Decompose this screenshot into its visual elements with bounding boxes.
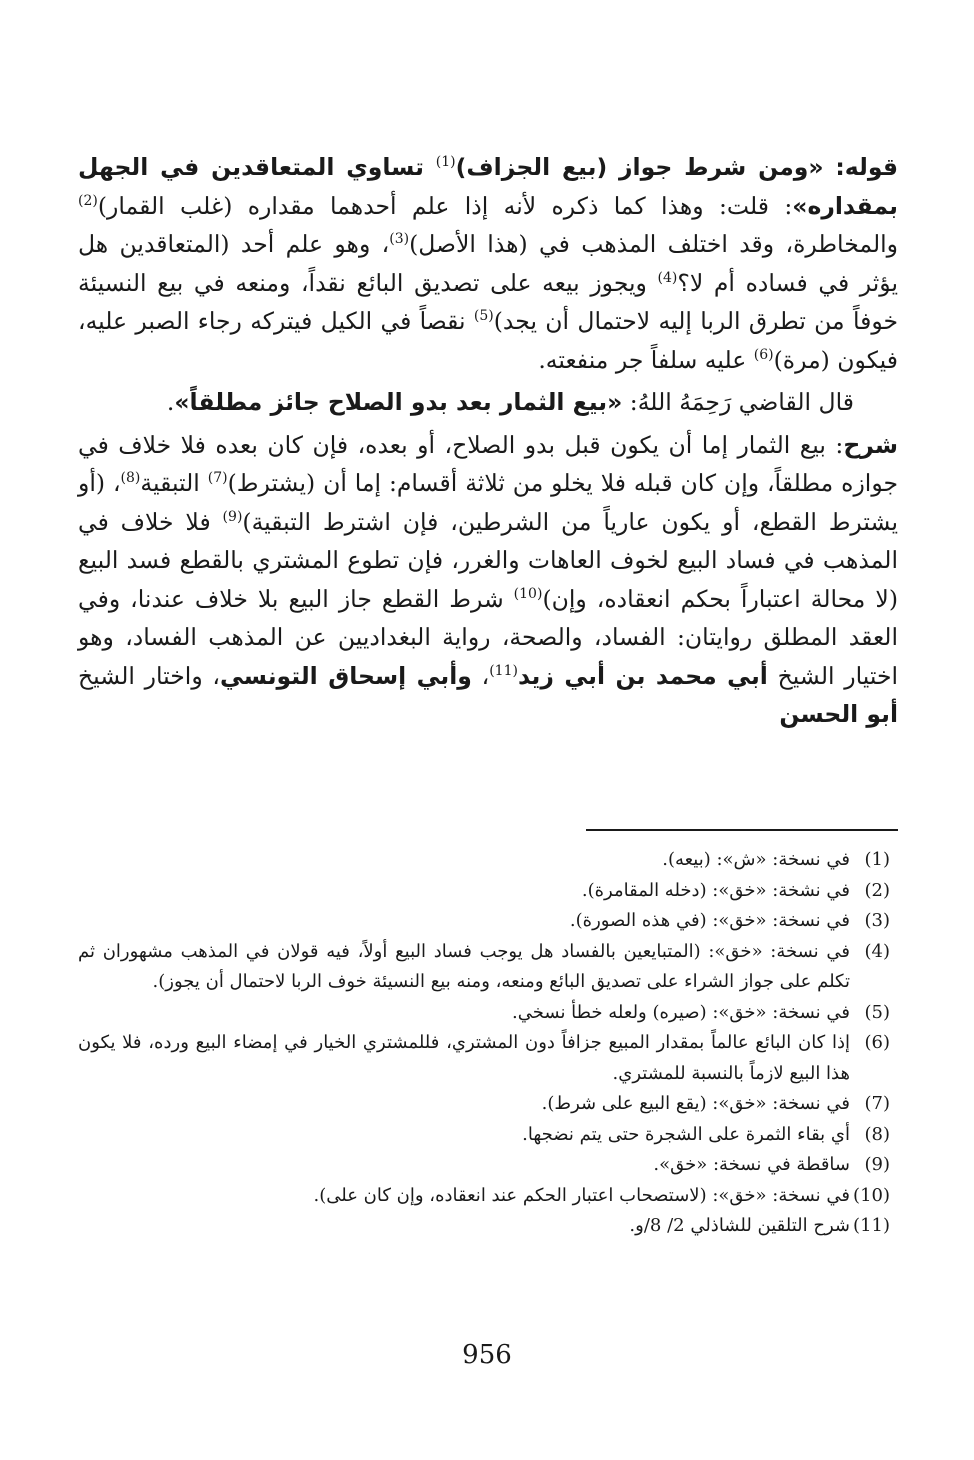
footnote-ref-10[interactable]: (10) — [513, 585, 543, 602]
footnote-number: (7) — [864, 1093, 890, 1114]
footnote-number: (10) — [853, 1184, 890, 1206]
footnote-text: في نسخة: «خق»: (يقع البيع على شرط). — [541, 1093, 850, 1114]
footnotes-section — [78, 845, 898, 1242]
paragraph-3 — [78, 426, 898, 734]
paragraph-text: ، وهو علم أحد (المتعاقدين هل يؤثر في فساده أم لا؟ — [78, 230, 898, 297]
paragraph-text: نقصاً في الكيل فيتركه رجاء الصبر عليه، فيكون (مرة) — [78, 307, 898, 374]
paragraph-text: عليه سلفاً جر منفعته. — [538, 345, 754, 374]
footnote-ref-6[interactable]: (6) — [753, 346, 774, 363]
footnote-text: في نسخة: «خق»: (صيره) ولعله خطأ نسخي. — [512, 1001, 850, 1023]
paragraph-text: التبقية — [140, 469, 208, 497]
quoted-heading: قوله: «ومن شرط جواز (بيع الجزاف) — [455, 153, 898, 181]
page-number: 956 — [462, 1340, 512, 1370]
footnote-item — [78, 1150, 898, 1181]
footnote-number: (9) — [864, 1154, 890, 1175]
paragraph-text: ، — [471, 661, 490, 690]
footnote-item — [78, 1120, 898, 1151]
paragraph-text: قال القاضي رَحِمَهُ اللهُ: — [622, 388, 854, 416]
quoted-heading-cont: تساوي المتعاقدين في الجهل بمقداره» — [78, 153, 898, 220]
paragraph-text: والمخاطرة، وقد اختلف المذهب في (هذا الأصل) — [409, 230, 899, 258]
paragraph-1 — [78, 148, 898, 379]
footnote-ref-7[interactable]: (7) — [207, 470, 228, 487]
footnote-item — [78, 876, 898, 907]
footnote-text: في نشخة: «خق»: (دخله المقامرة). — [581, 879, 850, 901]
commentary-label: شرح — [843, 430, 898, 459]
footnote-text: أي بقاء الثمرة على الشجرة حتى يتم نضجها. — [522, 1123, 850, 1145]
paragraph-text: ، (أو يشترط القطع، أو يكون عارياً من الشرطين، فإن اشترط التبقية) — [78, 469, 898, 536]
footnote-item — [78, 1181, 898, 1212]
quoted-heading: «بيع الثمار بعد بدو الصلاح جائز مطلقاً» — [174, 388, 623, 416]
scholar-name: أبي محمد بن أبي زيد — [517, 661, 768, 690]
footnote-ref-4[interactable]: (4) — [657, 269, 678, 286]
footnote-divider — [586, 829, 898, 831]
paragraph-text: : قلت: وهذا كما ذكره لأنه إذا علم أحدهما مقداره (غلب القمار) — [97, 191, 793, 220]
footnote-text: في نسخة: «خق»: (في هذه الصورة). — [569, 910, 850, 931]
footnote-item — [78, 998, 898, 1029]
paragraph-2 — [78, 383, 898, 422]
footnote-item — [78, 1211, 898, 1242]
footnote-item — [78, 1028, 898, 1089]
footnote-ref-9[interactable]: (9) — [222, 508, 243, 525]
footnote-number: (5) — [864, 1001, 890, 1023]
footnote-text: في نسخة: «خق»: (لاستصحاب اعتبار الحكم عند انعقاده، وإن كان على). — [313, 1184, 850, 1206]
footnote-number: (8) — [864, 1123, 890, 1145]
scholar-name: أبو الحسن — [779, 700, 898, 728]
footnote-ref-1[interactable]: (1) — [435, 154, 456, 171]
footnote-number: (2) — [864, 879, 890, 901]
footnote-number: (4) — [864, 940, 890, 962]
footnote-item — [78, 937, 898, 998]
footnote-text: في نسخة: «ش»: (بيعه). — [662, 849, 850, 870]
footnote-number: (1) — [864, 849, 890, 870]
paragraph-text: شرط القطع جاز البيع بلا خلاف عندنا، وفي العقد المطلق روايتان: الفساد، والصحة، رواية البغداديين عن المذهب الفساد، وهو اختيار الشيخ — [78, 584, 899, 690]
scholar-name: وأبي إسحاق التونسي — [220, 661, 472, 690]
footnote-text: ساقطة في نسخة: «خق». — [653, 1154, 850, 1175]
footnote-item — [78, 845, 898, 876]
footnote-number: (6) — [864, 1032, 890, 1053]
footnote-number: (11) — [853, 1215, 890, 1236]
footnote-ref-11[interactable]: (11) — [489, 662, 518, 679]
footnote-ref-2[interactable]: (2) — [78, 192, 98, 209]
main-text — [78, 148, 898, 734]
paragraph-text: ويجوز بيعه على تصديق البائع نقداً، ومنعه في بيع النسيئة خوفاً من تطرق الربا إليه لاحتمال أن يجد) — [78, 268, 898, 335]
footnote-item — [78, 1089, 898, 1120]
paragraph-text: ، واختار الشيخ — [78, 661, 221, 690]
footnote-number: (3) — [864, 910, 890, 931]
footnote-text: شرح التلقين للشاذلي 2/ 8/و. — [629, 1215, 850, 1236]
footnote-ref-8[interactable]: (8) — [120, 470, 141, 487]
paragraph-text: . — [166, 388, 175, 416]
footnote-text: إذا كان البائع عالماً بمقدار المبيع جزافاً دون المشتري، فللمشتري الخيار في إمضاء البيع ورده، فلا يكون هذا البيع لازماً بالنسبة للمشتري. — [78, 1032, 850, 1084]
footnote-text: في نسخة: «خق»: (المتبايعين بالفساد هل يوجب فساد البيع أولاً، فيه قولان في المذهب مشهوران ثم تكلم على جواز الشراء على تصديق البائع ومنعه، ومنه بيع النسيئة خوف الربا لاحتمال أن يجوز). — [78, 940, 850, 992]
paragraph-text: : بيع الثمار إما أن يكون قبل بدو الصلاح، أو بعده، فإن كان بعده فلا خلاف في جوازه مطلقاً، وإن كان قبله فلا يخلو من ثلاثة أقسام: إما أن (يشترط) — [78, 430, 898, 497]
footnote-item — [78, 906, 898, 937]
footnote-ref-3[interactable]: (3) — [389, 231, 410, 248]
paragraph-text: فلا خلاف في المذهب في فساد البيع لخوف العاهات والغرر، فإن تطوع المشتري بالقطع فسد البيع (لا محالة اعتباراً بحكم انعقاده، وإن) — [78, 507, 898, 613]
footnote-ref-5[interactable]: (5) — [473, 308, 494, 325]
